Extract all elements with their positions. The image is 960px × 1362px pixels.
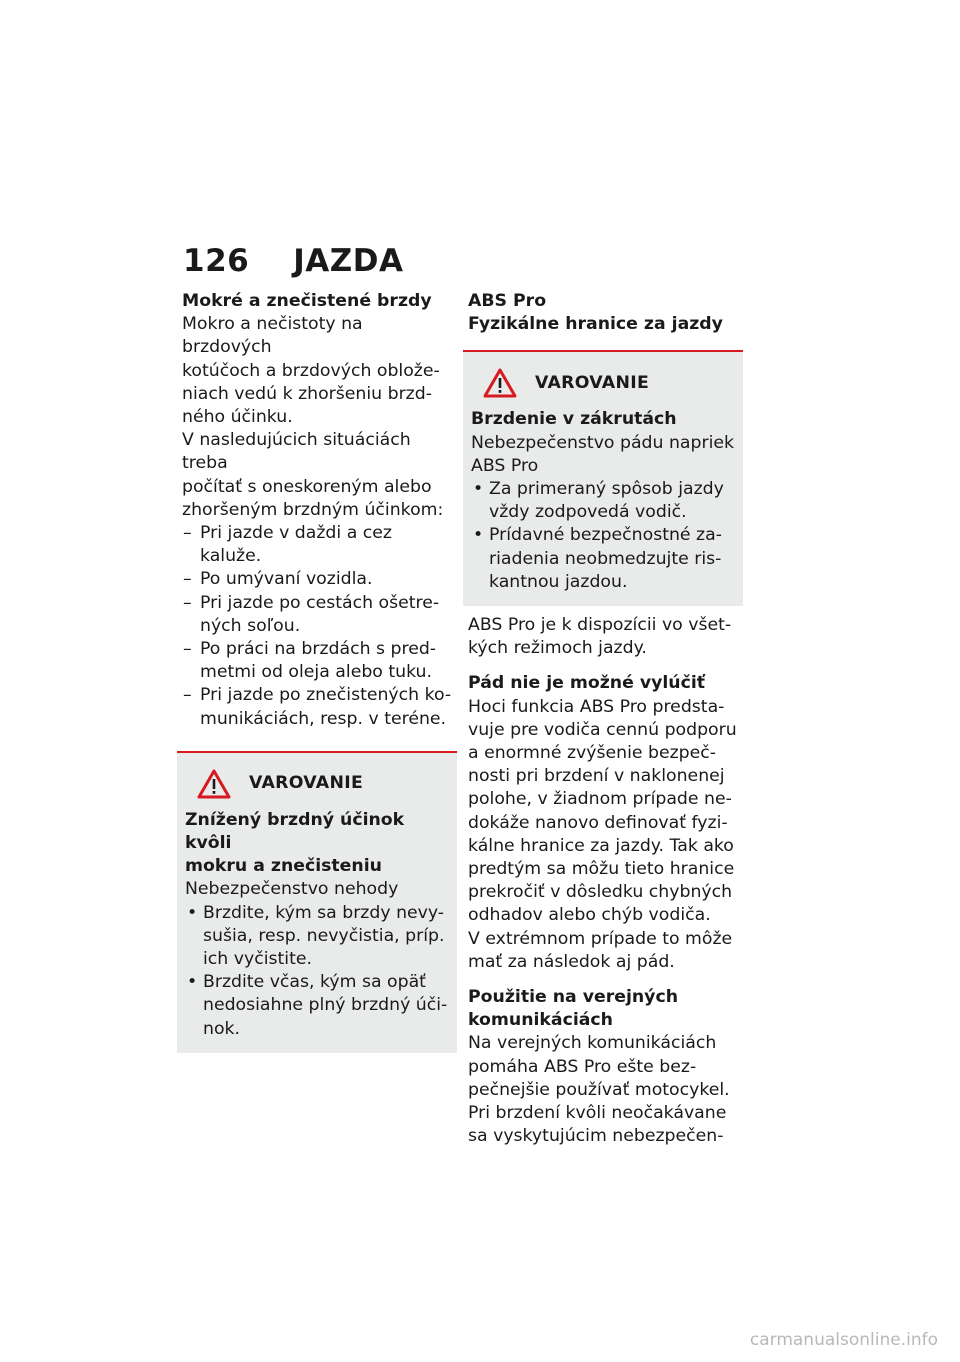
text-line: ich vyčistite. — [203, 949, 312, 970]
text-line: vždy zodpovedá vodič. — [489, 502, 687, 523]
warning-heading: Brzdenie v zákrutách — [471, 409, 677, 430]
text-line: odhadov alebo chýb vodiča. — [468, 905, 711, 926]
text-line: polohe, v žiadnom prípade ne- — [468, 789, 732, 810]
text-line: mať za následok aj pád. — [468, 951, 675, 972]
paragraph — [468, 928, 738, 974]
text-line: ABS Pro — [471, 455, 539, 476]
warning-title: VAROVANIE — [249, 773, 364, 794]
list-item — [182, 638, 452, 684]
list-item — [471, 524, 735, 594]
warning-box — [463, 350, 743, 606]
text-line: vuje pre vodiča cennú podporu — [468, 719, 737, 740]
text-line: pečnejšie používať motocykel. — [468, 1079, 730, 1100]
text-line: kých režimoch jazdy. — [468, 638, 647, 659]
text-line: nok. — [203, 1018, 241, 1039]
paragraph — [468, 1032, 738, 1148]
text-line: zhoršeným brzdným účinkom: — [182, 499, 444, 520]
left-column — [182, 290, 452, 1053]
subsection-heading — [468, 986, 738, 1032]
text-line: Brzdite včas, kým sa opäť — [203, 972, 426, 993]
list-item — [182, 568, 452, 591]
text-line: kotúčoch a brzdových obložе- — [182, 360, 440, 381]
text-line: V nasledujúcich situáciách treba — [182, 430, 411, 474]
text-line: Pri jazde po cestách ošetre- — [200, 592, 440, 613]
list-item — [185, 902, 449, 972]
text-line: Po práci na brzdách s pred- — [200, 639, 437, 660]
right-column — [468, 290, 738, 1149]
text-line: Pri brzdení kvôli neočakávane — [468, 1103, 727, 1124]
text-line: nosti pri brzdení v naklonenej — [468, 766, 725, 787]
warning-triangle-icon — [197, 769, 231, 799]
warning-title: VAROVANIE — [535, 372, 650, 393]
text-line: metmi od oleja alebo tuku. — [200, 662, 433, 683]
text-line: Pri jazde po znečistených ko- — [200, 685, 452, 706]
section-heading-abs-pro: ABS Pro — [468, 291, 547, 311]
text-line: Pri jazde v daždi a cez kaluže. — [200, 523, 392, 567]
list-item — [182, 592, 452, 638]
list-item — [471, 478, 735, 524]
paragraph — [182, 313, 452, 429]
text-line: mokru a znečisteniu — [185, 856, 382, 877]
warning-header — [197, 769, 449, 799]
text-line: niach vedú k zhoršeniu brzd- — [182, 383, 432, 404]
text-line: ného účinku. — [182, 407, 293, 428]
warning-box — [177, 751, 457, 1053]
dash-list — [182, 522, 452, 731]
text-line: sa vyskytujúcim nebezpečen- — [468, 1126, 724, 1147]
text-line: predtým sa môžu tieto hranice — [468, 859, 735, 880]
warning-header — [483, 368, 735, 398]
paragraph — [468, 696, 738, 928]
text-line: ABS Pro je k dispozícii vo všet- — [468, 615, 732, 636]
warning-intro: Nebezpečenstvo nehody — [185, 879, 399, 900]
page-number: 126 — [183, 243, 250, 279]
list-item — [182, 522, 452, 568]
text-line: dokáže nanovo definovať fyzi- — [468, 812, 728, 833]
text-line: Po umývaní vozidla. — [200, 569, 373, 590]
list-item — [185, 971, 449, 1041]
paragraph — [468, 614, 738, 660]
text-line: počítať s oneskoreným alebo — [182, 476, 432, 497]
text-line: Použitie na verejných — [468, 987, 678, 1008]
text-line: Nebezpečenstvo pádu napriek — [471, 432, 735, 453]
text-line: munikáciách, resp. v teréne. — [200, 708, 447, 729]
text-line: Na verejných komunikáciách — [468, 1033, 717, 1054]
text-line: kálne hranice za jazdy. Tak ako — [468, 835, 734, 856]
text-line: V extrémnom prípade to môže — [468, 928, 733, 949]
warning-heading — [185, 809, 449, 879]
text-line: sušia, resp. nevyčistia, príp. — [203, 925, 445, 946]
page-header — [183, 243, 403, 279]
text-line: prekročiť v dôsledku chybných — [468, 882, 733, 903]
text-line: Mokro a nečistoty na brzdových — [182, 314, 363, 358]
text-line: Za primeraný spôsob jazdy — [489, 479, 724, 500]
text-line: pomáha ABS Pro ešte bez- — [468, 1056, 697, 1077]
text-line: a enormné zvýšenie bezpeč- — [468, 743, 717, 764]
paragraph — [182, 429, 452, 522]
text-line: Hoci funkcia ABS Pro predsta- — [468, 696, 725, 717]
chapter-title: JAZDA — [293, 243, 404, 279]
text-line: ných soľou. — [200, 615, 301, 636]
list-item — [182, 684, 452, 730]
warning-intro — [471, 432, 735, 478]
section-heading-wet-brakes: Mokré a znečistené brzdy — [182, 291, 432, 311]
text-line: Brzdite, kým sa brzdy nevy- — [203, 902, 445, 923]
subsection-heading: Fyzikálne hranice za jazdy — [468, 314, 723, 335]
subsection-heading: Pád nie je možné vylúčiť — [468, 673, 706, 694]
text-line: kantnou jazdou. — [489, 571, 628, 592]
text-line: nedosiahne plný brzdný úči- — [203, 995, 448, 1016]
text-line: Prídavné bezpečnostné za- — [489, 525, 722, 546]
watermark: carmanualsonline.info — [749, 1330, 938, 1350]
text-line: riadenia neobmedzujte ris- — [489, 548, 722, 569]
text-line: komunikáciách — [468, 1010, 613, 1031]
warning-triangle-icon — [483, 368, 517, 398]
text-line: Znížený brzdný účinok kvôli — [185, 809, 405, 854]
